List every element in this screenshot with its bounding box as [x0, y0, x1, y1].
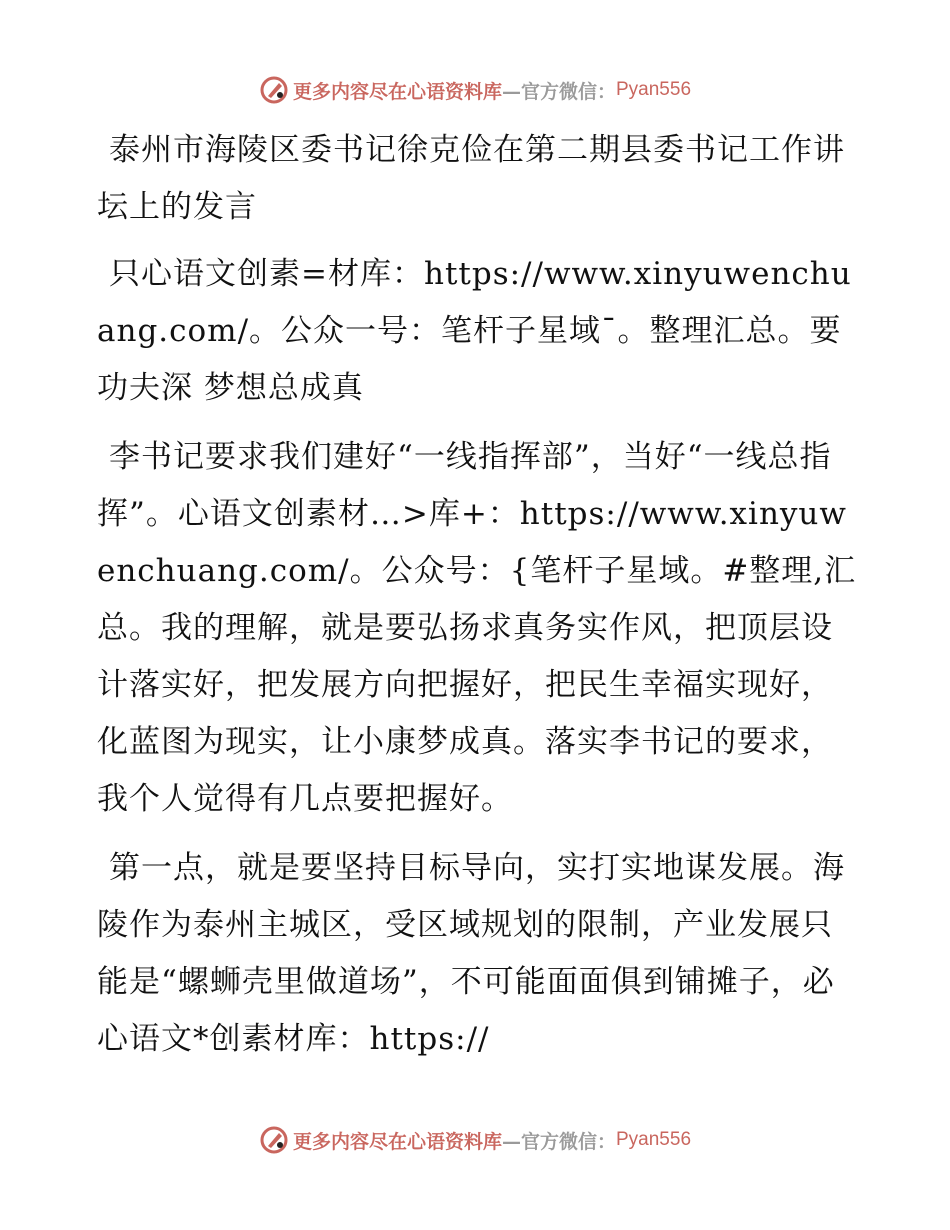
- paragraph-3: 第一点，就是要坚持目标导向，实打实地谋发展。海陵作为泰州主城区，受区域规划的限制，产业发展只能是“螺蛳壳里做道场”，不可能面面俱到铺摊子，必心语文*创素材库：https://: [97, 850, 845, 1057]
- header-banner: [0, 70, 950, 110]
- header-wechat-id: Pyan556: [616, 79, 692, 100]
- footer-banner: [0, 1120, 950, 1160]
- header-banner-separator: —官方微信：: [501, 80, 616, 103]
- pen-logo-icon: [259, 1125, 289, 1155]
- document-body: [97, 122, 857, 1080]
- paragraph-1: 只心语文创素=材库：https://www.xinyuwenchuang.com/。公众一号：笔杆子星域¯。整理汇总。要功夫深 梦想总成真: [97, 256, 852, 406]
- document-title: 泰州市海陵区委书记徐克俭在第二期县委书记工作讲坛上的发言: [97, 132, 845, 225]
- pen-logo-icon: [259, 75, 289, 105]
- paragraph-2: 李书记要求我们建好“一线指挥部”，当好“一线总指挥”。心语文创素材…>库+：https://www.xinyuwenchuang.com/。公众号：{笔杆子星域。#整理,汇总。我的理解，就是要弘扬求真务实作风，把顶层设计落实好，把发展方向把握好，把民生幸福实现好，化蓝图为现实，让小康梦成真。落实李书记的要求，我个人觉得有几点要把握好。: [97, 439, 857, 817]
- footer-banner-separator: —官方微信：: [501, 1130, 616, 1153]
- footer-banner-text: 更多内容尽在心语资料库: [292, 1130, 502, 1153]
- header-banner-text: 更多内容尽在心语资料库: [292, 80, 502, 103]
- footer-wechat-id: Pyan556: [616, 1129, 692, 1150]
